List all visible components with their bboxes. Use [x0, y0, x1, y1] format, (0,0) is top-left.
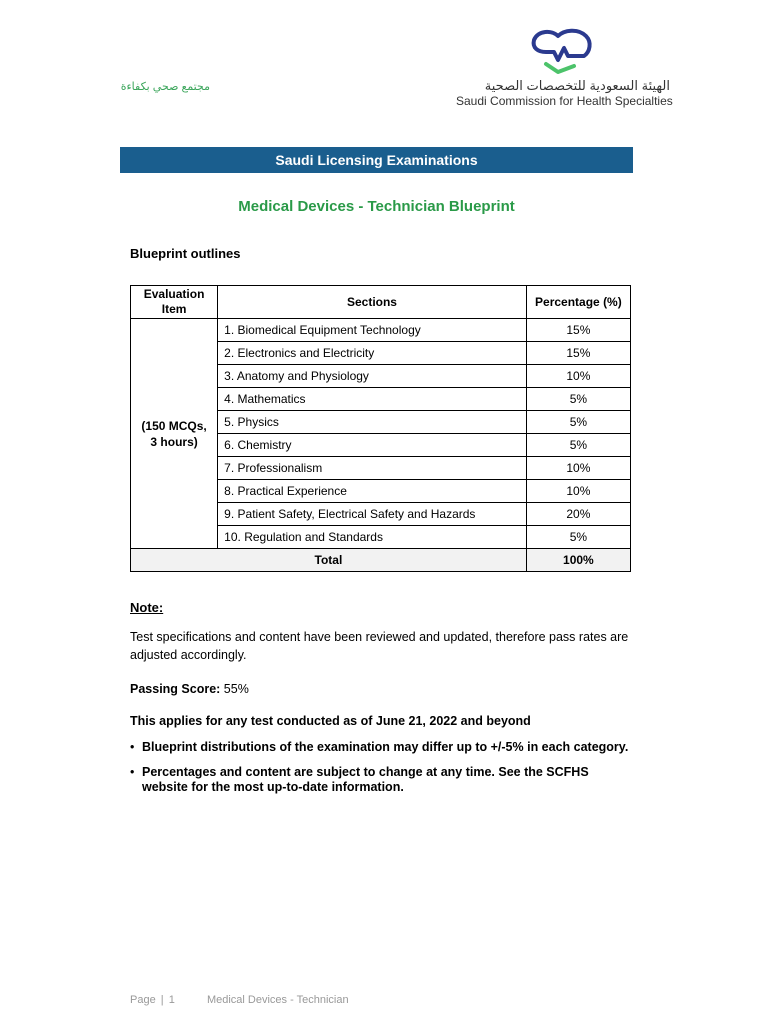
bullet-text: Percentages and content are subject to change at any time. See the SCFHS website for the most up-to-date information. — [142, 765, 589, 794]
note-paragraph: Test specifications and content have been reviewed and updated, therefore pass rates are adjusted accordingly. — [130, 630, 629, 662]
section-cell: 6. Chemistry — [218, 434, 527, 457]
scfhs-logo-mark-icon — [528, 26, 598, 78]
evaluation-item-line: (150 MCQs, — [141, 418, 207, 433]
note-heading: Note: — [130, 600, 164, 615]
passing-score-value: 55% — [220, 682, 249, 696]
table-row — [131, 319, 631, 342]
bullet-icon: • — [130, 765, 135, 779]
exam-banner: Saudi Licensing Examinations — [120, 147, 633, 173]
section-cell: 1. Biomedical Equipment Technology — [218, 319, 527, 342]
percentage-cell: 5% — [526, 388, 630, 411]
section-cell: 5. Physics — [218, 411, 527, 434]
sections-header: Sections — [218, 286, 527, 319]
bullet-text: Blueprint distributions of the examination may differ up to +/-5% in each category. — [142, 740, 629, 754]
table-header-row — [131, 286, 631, 319]
notes-bullet-list — [130, 740, 630, 805]
evaluation-item-header: Evaluation Item — [131, 286, 218, 319]
footer-document-name: Medical Devices - Technician — [206, 994, 349, 1006]
evaluation-item-line: 3 hours) — [150, 434, 198, 449]
applies-text: This applies for any test conducted as of June 21, 2022 and beyond — [130, 714, 531, 728]
percentage-cell: 15% — [526, 342, 630, 365]
page-footer — [130, 994, 351, 1006]
footer-separator: | — [160, 994, 164, 1006]
percentage-cell: 15% — [526, 319, 630, 342]
list-item — [130, 740, 630, 755]
evaluation-item-cell — [131, 319, 218, 549]
section-cell: 9. Patient Safety, Electrical Safety and Hazards — [218, 503, 527, 526]
percentage-header: Percentage (%) — [526, 286, 630, 319]
scfhs-logo — [456, 26, 676, 110]
footer-page-number: 1 — [168, 994, 175, 1006]
percentage-cell: 20% — [526, 503, 630, 526]
document-title: Medical Devices - Technician Blueprint — [238, 198, 515, 215]
percentage-cell: 5% — [526, 411, 630, 434]
org-name-arabic: الهيئة السعودية للتخصصات الصحية — [484, 78, 670, 93]
passing-score — [130, 680, 630, 698]
percentage-cell: 10% — [526, 457, 630, 480]
section-cell: 8. Practical Experience — [218, 480, 527, 503]
passing-score-label: Passing Score: — [130, 682, 221, 696]
footer-page-label: Page — [130, 994, 156, 1006]
total-label: Total — [131, 549, 527, 572]
section-cell: 7. Professionalism — [218, 457, 527, 480]
blueprint-table — [130, 285, 631, 572]
table-total-row — [131, 549, 631, 572]
section-cell: 3. Anatomy and Physiology — [218, 365, 527, 388]
total-value: 100% — [526, 549, 630, 572]
slogan-text: مجتمع صحي بكفاءة — [120, 81, 210, 93]
org-name-english: Saudi Commission for Health Specialties — [456, 94, 673, 108]
section-cell: 2. Electronics and Electricity — [218, 342, 527, 365]
percentage-cell: 10% — [526, 480, 630, 503]
percentage-cell: 10% — [526, 365, 630, 388]
bullet-icon: • — [130, 740, 135, 754]
list-item — [130, 765, 630, 795]
applies-statement — [130, 712, 630, 730]
percentage-cell: 5% — [526, 434, 630, 457]
section-cell: 4. Mathematics — [218, 388, 527, 411]
percentage-cell: 5% — [526, 526, 630, 549]
section-cell: 10. Regulation and Standards — [218, 526, 527, 549]
blueprint-outline-heading: Blueprint outlines — [130, 246, 241, 261]
